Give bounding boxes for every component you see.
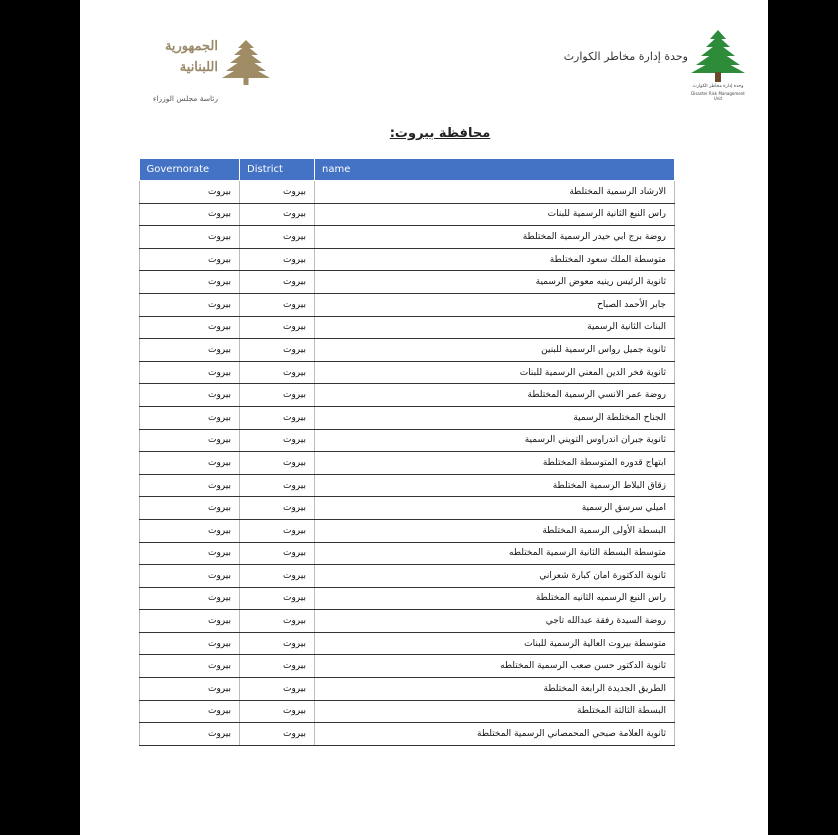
cell-district: بيروت [240,271,315,294]
cell-school-name: الجناح المختلطة الرسمية [315,406,675,429]
cell-district: بيروت [240,384,315,407]
gold-cedar-icon [220,38,272,86]
cell-governorate: بيروت [140,587,240,610]
drm-caption-arabic: وحدة إدارة مخاطر الكوارث [692,84,744,89]
table-row [140,542,675,565]
cell-governorate: بيروت [140,565,240,588]
cell-district: بيروت [240,519,315,542]
table-row [140,339,675,362]
cell-school-name: البسطة الثالثة المختلطة [315,700,675,723]
table-row [140,700,675,723]
cell-school-name: روضة السيدة رفقة عبدالله تاجي [315,610,675,633]
cell-school-name: البسطة الأولى الرسمية المختلطة [315,519,675,542]
table-row [140,181,675,204]
cell-school-name: ثانوية الرئيس رينيه معوض الرسمية [315,271,675,294]
table-header-row [140,159,675,181]
cell-district: بيروت [240,316,315,339]
cell-governorate: بيروت [140,474,240,497]
republic-calligraphy: الجمهورية اللبنانية [164,39,218,75]
cell-governorate: بيروت [140,542,240,565]
green-cedar-icon [688,28,748,84]
cell-district: بيروت [240,406,315,429]
cell-governorate: بيروت [140,361,240,384]
cell-district: بيروت [240,565,315,588]
cell-governorate: بيروت [140,655,240,678]
cell-governorate: بيروت [140,610,240,633]
table-row [140,226,675,249]
cell-governorate: بيروت [140,339,240,362]
cell-governorate: بيروت [140,316,240,339]
cell-district: بيروت [240,226,315,249]
table-row [140,203,675,226]
table-row [140,723,675,746]
cell-school-name: البنات الثانية الرسمية [315,316,675,339]
cell-governorate: بيروت [140,429,240,452]
cell-district: بيروت [240,361,315,384]
table-row [140,406,675,429]
document-page [80,0,768,835]
column-header-governorate: Governorate [140,159,240,181]
cell-school-name: ثانوية فخر الدين المعني الرسمية للبنات [315,361,675,384]
cell-district: بيروت [240,474,315,497]
table-row [140,474,675,497]
schools-table [139,159,675,746]
table-row [140,361,675,384]
cell-governorate: بيروت [140,271,240,294]
cell-school-name: روضة برج ابي حيدر الرسمية المختلطة [315,226,675,249]
table-row [140,497,675,520]
cell-school-name: جابر الأحمد الصباح [315,293,675,316]
cell-school-name: متوسطة البسطة الثانية الرسمية المختلطه [315,542,675,565]
column-header-name: name [315,159,675,181]
cell-district: بيروت [240,181,315,204]
cell-school-name: ثانوية الدكتور حسن صعب الرسمية المختلطه [315,655,675,678]
cell-school-name: الارشاد الرسمية المختلطة [315,181,675,204]
cell-district: بيروت [240,452,315,475]
cell-district: بيروت [240,203,315,226]
cell-governorate: بيروت [140,452,240,475]
cell-governorate: بيروت [140,203,240,226]
drm-caption-english: Disaster Risk Management Unit [691,91,745,101]
table-row [140,293,675,316]
table-row [140,655,675,678]
cell-district: بيروت [240,497,315,520]
table-row [140,610,675,633]
cell-governorate: بيروت [140,226,240,249]
cell-school-name: ثانوية جميل رواس الرسمية للبنين [315,339,675,362]
cell-district: بيروت [240,339,315,362]
cell-district: بيروت [240,700,315,723]
table-row [140,519,675,542]
presidency-subtitle: رئاسة مجلس الوزراء [152,94,218,103]
cell-school-name: راس النبع الرسميه الثانيه المختلطة [315,587,675,610]
cell-governorate: بيروت [140,384,240,407]
cell-school-name: زقاق البلاط الرسمية المختلطة [315,474,675,497]
cell-school-name: ثانوية جبران اندراوس التويني الرسمية [315,429,675,452]
cell-district: بيروت [240,293,315,316]
cell-governorate: بيروت [140,632,240,655]
table-row [140,632,675,655]
table-row [140,587,675,610]
cell-school-name: الطريق الجديدة الرابعة المختلطة [315,678,675,701]
page-title: محافظة بيروت: [389,126,491,141]
cell-district: بيروت [240,655,315,678]
table-row [140,678,675,701]
cell-school-name: متوسطة الملك سعود المختلطة [315,248,675,271]
presidency-logo [138,30,278,110]
cell-governorate: بيروت [140,406,240,429]
cell-school-name: ابتهاج قدوره المتوسطة المختلطة [315,452,675,475]
table-row [140,565,675,588]
cell-school-name: ثانوية الدكتورة امان كبارة شعراني [315,565,675,588]
cell-governorate: بيروت [140,497,240,520]
cell-district: بيروت [240,678,315,701]
column-header-district: District [240,159,315,181]
table-body [140,181,675,746]
cell-school-name: روضة عمر الانسي الرسمية المختلطة [315,384,675,407]
cell-school-name: ثانوية العلامة صبحي المحمصاني الرسمية المختلطة [315,723,675,746]
cell-school-name: اميلي سرسق الرسمية [315,497,675,520]
table-row [140,452,675,475]
drm-unit-logo [688,28,748,100]
cell-district: بيروت [240,610,315,633]
cell-governorate: بيروت [140,678,240,701]
table-row [140,316,675,339]
drm-unit-title: وحدة إدارة مخاطر الكوارث [563,50,688,63]
cell-school-name: راس النبع الثانية الرسمية للبنات [315,203,675,226]
cell-governorate: بيروت [140,181,240,204]
cell-district: بيروت [240,632,315,655]
cell-governorate: بيروت [140,248,240,271]
cell-district: بيروت [240,429,315,452]
cell-governorate: بيروت [140,723,240,746]
table-row [140,271,675,294]
cell-governorate: بيروت [140,700,240,723]
cell-governorate: بيروت [140,293,240,316]
cell-governorate: بيروت [140,519,240,542]
table-row [140,384,675,407]
table-row [140,429,675,452]
cell-district: بيروت [240,587,315,610]
cell-school-name: متوسطة بيروت العالية الرسمية للبنات [315,632,675,655]
cell-district: بيروت [240,723,315,746]
table-row [140,248,675,271]
cell-district: بيروت [240,248,315,271]
cell-district: بيروت [240,542,315,565]
